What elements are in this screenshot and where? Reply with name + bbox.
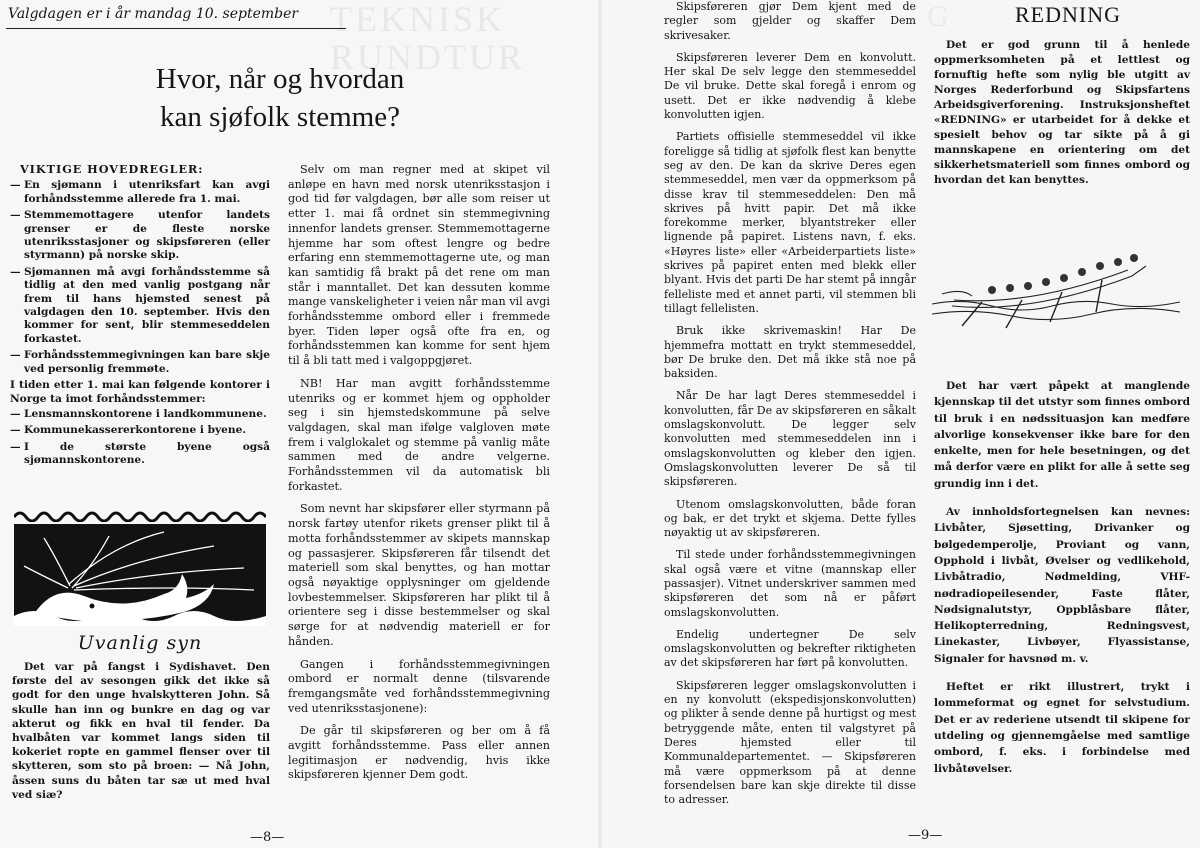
page-number: —8— bbox=[250, 830, 285, 845]
paragraph: Utenom omslagskonvolutten, både foran og bak, er det trykt et skjema. Dette fylles nøyaktig ut av skipsføreren. bbox=[664, 497, 916, 540]
left-column-2 bbox=[288, 163, 550, 791]
paragraph: Partiets offisielle stemmeseddel vil ikke foreligge så tidlig at sjøfolk flest kan benytte seg av den. De kan da skrive Deres egen stemmeseddel, men vær da oppmerksom på disse krav til stemmeseddelen: Den må skrives på hvitt papir. Det må ikke forekomme merker, blyantstreker eller lignende på papiret. Listens navn, f. eks. «Høyres liste» eller «Arbeiderpartiets liste» skrives på papiret enten med blekk eller blyant. Hvis det parti De har stemt på inngår felleliste med et annet parti, vil stemmen bli tillagt fellelisten. bbox=[664, 130, 916, 315]
paragraph: Bruk ikke skrivemaskin! Har De hjemmefra mottatt en trykt stemmeseddel, bør De bruke den. Det må ikke stå noe på baksiden. bbox=[664, 324, 916, 381]
paragraph: Når De har lagt Deres stemmeseddel i konvolutten, får De av skipsføreren en såkalt omslagskonvolutt. De legger selv konvolutten med stemmeseddelen inn i omslagskonvolutten og kleber den igjen. Omslagskonvolutten leverer De så til skipsføreren. bbox=[664, 389, 916, 489]
uvanlig-heading: Uvanlig syn bbox=[77, 632, 203, 654]
right-page bbox=[602, 0, 1200, 848]
paragraph: Endelig undertegner De selv omslagskonvolutten og bekrefter riktigheten av det skipsføreren har ført på konvolutten. bbox=[664, 627, 916, 670]
list-item: — Stemmemottagere utenfor landets grenser er de fleste norske utenriksstasjoner og skipsføreren (eller styrmann) på norske skip. bbox=[10, 209, 270, 263]
redning-intro: Det er god grunn til å henlede oppmerksomheten på et lettlest og fornuftig hefte som nylig ble utgitt av Norges Rederforbund og Skipsfartens Arbeidsgiverforening. Instruksjonsheftet «REDNING» er utarbeidet for å dekke et spesielt behov og tar sikte på å gi mannskapene en orientering om det sikkerhetsmateriell som finnes ombord og hvordan det kan benyttes. bbox=[934, 39, 1190, 186]
list-item: — Lensmannskontorene i landkommunene. bbox=[10, 408, 270, 421]
header-date: Valgdagen er i år mandag 10. september bbox=[8, 6, 299, 22]
redning-paragraph: Av innholdsfortegnelsen kan nevnes: Livbåter, Sjøsetting, Drivanker og bølgedemperolje, Proviant og vann, Opphold i livbåt, Øvelser og vedlikehold, Livbåtradio, Nødmelding, VHF-nødradiopeilesender, Faste flåter, Nødsignalutstyr, Oppblåsbare flåter, Helikopterredning, Redningsvest, Linekaster, Livbøyer, Flyassistanse, Signaler for havsnød m. v. bbox=[934, 506, 1190, 665]
whale-icon bbox=[14, 524, 266, 626]
redning-title: REDNING bbox=[1015, 2, 1121, 27]
paragraph: Gangen i forhåndsstemmegivningen ombord er normalt denne (tilsvarende fremgangsmåte ved forhåndsstemmegivning ved utenriksstasjonene): bbox=[288, 657, 550, 715]
list-item: — En sjømann i utenriksfart kan avgi forhåndsstemme allerede fra 1. mai. bbox=[10, 179, 270, 206]
whale-illustration bbox=[14, 524, 266, 626]
uvanlig-text: Det var på fangst i Sydishavet. Den første del av sesongen gikk det ikke så godt for den unge hvalskytteren John. Så skulle han inn og bunkre en dag og var akterut og fikk en hval til fender. Da hvalbåten var kommet langs siden til kokeriet ropte en gammel flenser over til skytteren, som sto på broen: — Nå John, åssen suns du båten tar sæ ut med hval ved siæ? bbox=[12, 661, 270, 801]
show-through-text: TEKNISK RUNDTUR bbox=[330, 0, 526, 77]
paragraph: Skipsføreren gjør Dem kjent med de regler som gjelder og skaffer Dem skrivesaker. bbox=[664, 0, 916, 42]
offices-intro: I tiden etter 1. mai kan følgende kontorer i Norge ta imot forhåndsstemmer: bbox=[10, 379, 270, 405]
title-line-2: kan sjøfolk stemme? bbox=[159, 101, 400, 133]
paragraph: Skipsføreren legger omslagskonvolutten i en ny konvolutt (ekspedisjonskonvolutten) og plikter å sende denne på hurtigst og mest betryggende måte, enten til valgstyret på Deres hjemsted eller til Kommunaldepartementet. — Skipsføreren må være oppmerksom på at denne forsendelsen bare kan skje direkte til disse to adresser. bbox=[664, 678, 916, 807]
list-item: — Forhåndsstemmegivningen kan bare skje ved personlig fremmøte. bbox=[10, 349, 270, 376]
paragraph: Som nevnt har skipsfører eller styrmann på norsk fartøy utenfor rikets grenser plikt til å motta forhåndsstemmer av skipets mannskap og passasjerer. Skipsføreren får tilsendt det materiell som skal benyttes, og han mottar også nøyaktige opplysninger om gjeldende lovbestemmelser. Skipsføreren har plikt til å orientere seg i disse bestemmelser og skal sørge for at nødvendig materiell er for hånden. bbox=[288, 502, 550, 648]
left-page bbox=[0, 0, 598, 848]
list-item: — Kommunekassererkontorene i byene. bbox=[10, 424, 270, 437]
list-item: — I de største byene også sjømannskontorene. bbox=[10, 441, 270, 468]
page-number: —9— bbox=[908, 828, 943, 843]
right-column-1 bbox=[664, 0, 916, 815]
offices-list bbox=[10, 408, 270, 468]
rules-list bbox=[10, 179, 270, 376]
list-item: — Sjømannen må avgi forhåndsstemme så tidlig at den med vanlig postgang når frem til hans hjemsted senest på valgdagen den 10. september. Hvis den kommer for sent, blir stemmeseddelen forkastet. bbox=[10, 266, 270, 346]
paragraph: Selv om man regner med at skipet vil anløpe en havn med norsk utenriksstasjon i god tid før valgdagen, bør alle som reiser ut etter 1. mai få ordnet sin stemmegivning innenfor landets grenser. Stemmemottagerne hjemme har som oftest lengre og bedre erfaring enn stemmemottagerne ute, og man kan samtidig få brakt på det rene om man står i manntallet. Det kan dessuten komme mange vanskeligheter i veien når man vil avgi forhåndsstemme ombord eller i fremmede byer. Tiden løper også ofte fra en, og forhåndsstemmen kan komme for sent hjem til å bli tatt med i valgoppgjøret. bbox=[288, 163, 550, 368]
redning-body-column bbox=[934, 378, 1190, 785]
page-title bbox=[90, 60, 470, 136]
show-through-text: G bbox=[927, 0, 949, 33]
uvanlig-story bbox=[12, 660, 270, 810]
paragraph: Skipsføreren leverer Dem en konvolutt. Her skal De selv legge den stemmeseddel De vil bruke. Dette skal foregå i enrom og usett. Det er ikke nødvendig å klebe konvolutten igjen. bbox=[664, 50, 916, 122]
lifeboat-icon bbox=[932, 236, 1180, 336]
wave-border-icon bbox=[14, 508, 266, 522]
paragraph: Til stede under forhåndsstemmegivningen skal også være et vitne (mannskap eller passasjer). Vitnet underskriver sammen med skipsføreren det som nå er påført omslagskonvolutten. bbox=[664, 548, 916, 619]
redning-intro-column bbox=[934, 38, 1190, 196]
title-line-1: Hvor, når og hvordan bbox=[155, 63, 405, 95]
paragraph: NB! Har man avgitt forhåndsstemme utenriks og er kommet hjem og oppholder seg i sin hjemstedskommune på selve valgdagen, skal man ifølge valgloven møte frem i valglokalet og stemme på vanlig måte sammen med de andre velgerne. Forhåndsstemmen vil da automatisk bli forkastet. bbox=[288, 376, 550, 493]
redning-paragraph: Heftet er rikt illustrert, trykt i lommeformat og egnet for selvstudium. Det er av rederiene utsendt til skipene for utdeling og gjennemgåelse med samtlige ombord, f. eks. i forbindelse med livbåtøvelser. bbox=[934, 681, 1190, 775]
header-rule bbox=[6, 28, 346, 29]
paragraph: De går til skipsføreren og ber om å få avgitt forhåndsstemme. Pass eller annen legitimasjon er nødvendig, hvis ikke skipsføreren kjenner Dem godt. bbox=[288, 724, 550, 782]
rules-column bbox=[10, 163, 270, 471]
redning-paragraph: Det har vært påpekt at manglende kjennskap til det utstyr som finnes ombord til bruk i en nødssituasjon kan medføre alvorlige konsekvenser ikke bare for den enkelte, men for hele besetningen, og det må derfor være en plikt for alle å sette seg grundig inn i det. bbox=[934, 380, 1190, 490]
rules-heading: VIKTIGE HOVEDREGLER: bbox=[20, 162, 204, 176]
